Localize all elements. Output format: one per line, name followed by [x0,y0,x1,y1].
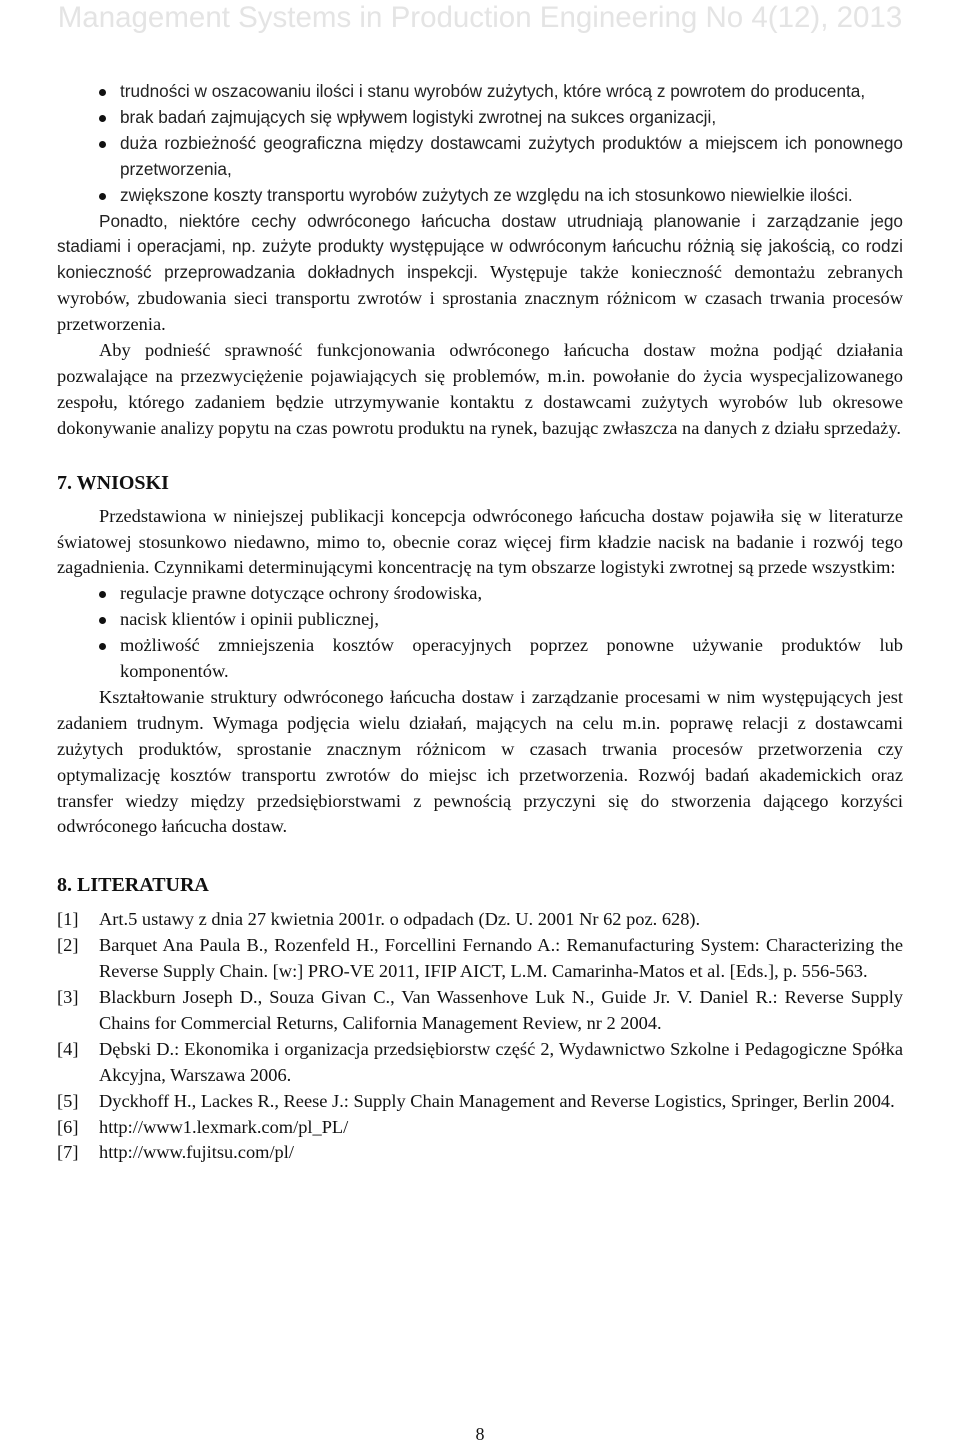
reference-item [57,985,903,1037]
paragraph-challenges [57,209,903,339]
paragraph-conclusions-final: Kształtowanie struktury odwróconego łańcucha dostaw i zarządzanie procesami w nim występujących jest zadaniem trudnym. Wymaga podjęcia wielu działań, mających na celu m.in. poprawę relacji z dostawcami zużytych produktów, sprostanie znacznym różnicom w czasach trwania procesów przetworzenia czy optymalizację kosztów transportu zwrotów do miejsc ich przetworzenia. Rozwój badań akademickich oraz transfer wiedzy między przedsiębiorstwami z pewnością przyczyni się do stworzenia dającego korzyści odwróconego łańcucha dostaw. [57,686,903,837]
page-content [57,79,903,1166]
paragraph-challenges-part2: Występuje także konieczność demontażu zebranych wyrobów, zbudowania sieci transportu zwrotów i sprostania znacznym różnicom w czasach trwania procesów przetworzenia. [57,262,904,335]
reference-text: Barquet Ana Paula B., Rozenfeld H., Forcellini Fernando A.: Remanufacturing System: Characterizing the Reverse Supply Chain. [w:] PRO-VE 2011, IFIP AICT, L.M. Camarinha-Matos et al. [Eds.], p. 556-563. [99,935,903,982]
reference-text: http://www1.lexmark.com/pl_PL/ [99,1116,349,1137]
page-number: 8 [475,1424,485,1444]
paragraph-conclusions-intro: Przedstawiona w niniejszej publikacji koncepcja odwróconego łańcucha dostaw pojawiła się w literaturze światowej stosunkowo niedawno, mimo to, obecnie coraz więcej firm kładzie nacisk na badanie i rozwój tego zagadnienia. Czynnikami determinującymi koncentrację na tym obszarze logistyki zwrotnej są przede wszystkim: [57,505,903,578]
list-item: zwiększone koszty transportu wyrobów zużytych ze względu na ich stosunkowo niewielkie ilości. [57,183,903,209]
reference-number: [1] [57,909,79,930]
reference-number: [2] [57,935,79,956]
section-heading-literature: 8. LITERATURA [57,874,209,897]
list-item: trudności w oszacowaniu ilości i stanu wyrobów zużytych, które wrócą z powrotem do producenta, [57,79,903,105]
factors-bullet-list [57,581,903,685]
reference-item [57,1037,903,1089]
paragraph-solutions: Aby podnieść sprawność funkcjonowania odwróconego łańcucha dostaw można podjąć działania pozwalające na przezwyciężenie pojawiających się problemów, m.in. powołanie do życia wyspecjalizowanego zespołu, którego zadaniem będzie utrzymywanie kontaktu z dostawcami zużytych wyrobów lub okresowe dokonywanie analizy popytu na czas powrotu produktu na rynek, bazując zwłaszcza na danych z działu sprzedaży. [57,340,903,438]
list-item: nacisk klientów i opinii publicznej, [57,607,903,633]
reference-number: [5] [57,1090,79,1111]
reference-text: http://www.fujitsu.com/pl/ [99,1142,294,1163]
list-item: możliwość zmniejszenia kosztów operacyjnych poprzez ponowne używanie produktów lub komponentów. [57,633,903,685]
reference-text: Dębski D.: Ekonomika i organizacja przedsiębiorstw część 2, Wydawnictwo Szkolne i Pedagogiczne Spółka Akcyjna, Warszawa 2006. [99,1038,903,1085]
section-heading-conclusions: 7. WNIOSKI [57,471,169,494]
reference-number: [3] [57,987,79,1007]
reference-item [57,1140,903,1166]
reference-number: [7] [57,1142,79,1163]
paragraph-challenges-part1: Ponadto, niektóre cechy odwróconego łańcucha dostaw utrudniają planowanie i zarządzanie jego stadiami i operacjami, np. zużyte produkty występujące w odwróconym łańcuchu różnią się jakością, co rodzi konieczność przeprowadzania dokładnych inspekcji. [57,210,903,283]
reference-list [57,907,903,1166]
list-item: duża rozbieżność geograficzna między dostawcami zużytych produktów a miejscem ich ponownego przetworzenia, [57,131,903,183]
list-item: brak badań zajmujących się wpływem logistyki zwrotnej na sukces organizacji, [57,105,903,131]
reference-number: [4] [57,1038,79,1059]
reference-text: Art.5 ustawy z dnia 27 kwietnia 2001r. o odpadach (Dz. U. 2001 Nr 62 poz. 628). [99,909,701,930]
reference-item [57,1089,903,1115]
reference-number: [6] [57,1116,79,1137]
list-item: regulacje prawne dotyczące ochrony środowiska, [57,581,903,607]
problems-bullet-list [57,79,903,209]
journal-header: Management Systems in Production Engineering No 4(12), 2013 [57,1,903,34]
reference-text: Dyckhoff H., Lackes R., Reese J.: Supply Chain Management and Reverse Logistics, Springer, Berlin 2004. [99,1090,895,1111]
reference-item [57,933,903,985]
reference-text: Blackburn Joseph D., Souza Givan C., Van Wassenhove Luk N., Guide Jr. V. Daniel R.: Reverse Supply Chains for Commercial Returns, California Management Review, nr 2 2004. [99,987,903,1033]
reference-item [57,1115,903,1141]
reference-item [57,907,903,933]
